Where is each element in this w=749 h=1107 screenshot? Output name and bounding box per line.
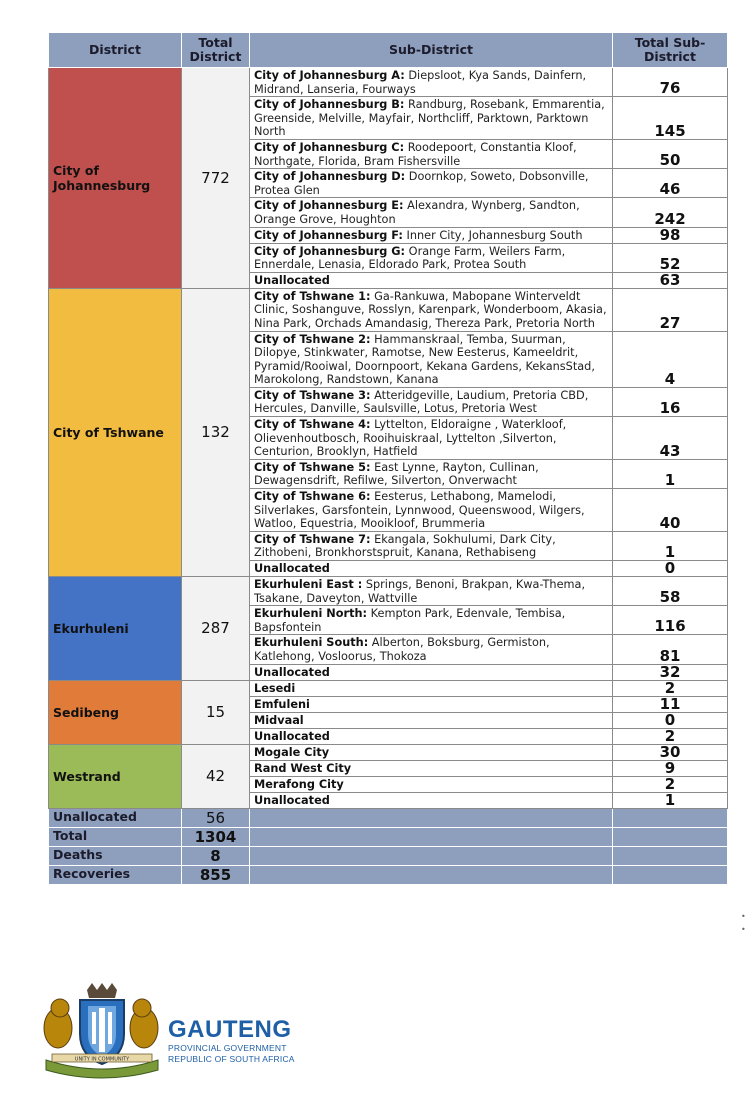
sub-district-areas: Roodepoort, Constantia Kloof, Northgate, Florida, Bram Fishersville (254, 140, 577, 168)
sub-district-cell (250, 68, 613, 97)
sub-district-cell (250, 696, 613, 712)
table-row (49, 680, 728, 696)
table-row (49, 577, 728, 606)
sub-district-cell (250, 776, 613, 792)
sub-district-title: City of Tshwane 2: (254, 332, 371, 346)
sub-district-title: City of Johannesburg B: (254, 98, 405, 112)
sub-district-areas: Orange Farm, Weilers Farm, Ennerdale, Lenasia, Eldorado Park, Protea South (254, 244, 566, 272)
sub-district-title: City of Johannesburg D: (254, 170, 406, 184)
sub-district-total-cell: 46 (613, 169, 728, 198)
sub-district-title: Ekurhuleni South: (254, 636, 369, 650)
sub-district-cell (250, 561, 613, 577)
sub-district-total-cell: 2 (613, 680, 728, 696)
sub-district-cell (250, 227, 613, 243)
sub-district-total-cell: 40 (613, 489, 728, 532)
sub-district-total-cell: 50 (613, 139, 728, 168)
sub-district-areas: Inner City, Johannesburg South (402, 228, 583, 242)
sub-district-areas: Diepsloot, Kya Sands, Dainfern, Midrand, Lanseria, Fourways (254, 69, 587, 96)
sub-district-total-cell: 116 (613, 606, 728, 635)
summary-empty-cell (250, 865, 613, 884)
covid-case-table-container (48, 32, 727, 885)
sub-district-title: City of Johannesburg C: (254, 140, 405, 154)
sub-district-total-cell: 58 (613, 577, 728, 606)
sub-district-total-cell: 27 (613, 288, 728, 331)
sub-district-title: Unallocated (254, 665, 330, 679)
sub-district-total-cell: 76 (613, 68, 728, 97)
summary-empty-cell (250, 827, 613, 846)
summary-empty-cell (250, 846, 613, 865)
district-total-cell: 287 (182, 577, 250, 681)
sub-district-title: City of Johannesburg A: (254, 69, 405, 82)
sub-district-total-cell: 32 (613, 664, 728, 680)
sub-district-areas: Atteridgeville, Laudium, Pretoria CBD, Hercules, Danville, Saulsville, Lotus, Pretoria West (254, 388, 589, 416)
sub-district-title: Merafong City (254, 777, 344, 791)
sub-district-areas: Springs, Benoni, Brakpan, Kwa-Thema, Tsakane, Daveyton, Wattville (254, 578, 586, 605)
sub-district-areas: Randburg, Rosebank, Emmarentia, Greenside, Melville, Mayfair, Northcliff, Parktown, Parktown North (254, 98, 605, 139)
table-row (49, 68, 728, 97)
sub-district-title: City of Tshwane 4: (254, 418, 371, 432)
sub-district-cell (250, 712, 613, 728)
sub-district-cell (250, 728, 613, 744)
sub-district-title: Unallocated (254, 273, 330, 287)
header-total-sub-district: Total Sub-District (613, 33, 728, 68)
summary-value: 1304 (182, 827, 250, 846)
sub-district-total-cell: 11 (613, 696, 728, 712)
sub-district-total-cell: 1 (613, 531, 728, 560)
district-total-cell: 772 (182, 68, 250, 289)
table-body (49, 68, 728, 885)
sub-district-cell (250, 169, 613, 198)
sub-district-total-cell: 43 (613, 417, 728, 460)
sub-district-areas: Ekangala, Sokhulumi, Dark City, Zithobeni, Bronkhorstspruit, Kanana, Rethabiseng (254, 532, 556, 560)
table-row (49, 288, 728, 331)
covid-case-table (48, 32, 728, 885)
summary-row (49, 808, 728, 827)
sub-district-total-cell: 0 (613, 712, 728, 728)
sub-district-total-cell: 1 (613, 459, 728, 488)
sub-district-title: City of Johannesburg E: (254, 199, 404, 213)
summary-label: Unallocated (49, 808, 182, 827)
sub-district-total-cell: 9 (613, 760, 728, 776)
summary-empty-cell (613, 865, 728, 884)
sub-district-cell (250, 577, 613, 606)
summary-empty-cell (250, 808, 613, 827)
sub-district-cell (250, 387, 613, 416)
district-total-cell: 15 (182, 680, 250, 744)
sub-district-total-cell: 63 (613, 272, 728, 288)
sub-district-cell (250, 139, 613, 168)
sub-district-total-cell: 30 (613, 744, 728, 760)
summary-row (49, 827, 728, 846)
sub-district-cell (250, 635, 613, 664)
brand-name: GAUTENG (168, 1016, 292, 1043)
sub-district-cell (250, 97, 613, 140)
sub-district-cell (250, 744, 613, 760)
sub-district-title: City of Tshwane 7: (254, 532, 371, 546)
sub-district-cell (250, 760, 613, 776)
header-district: District (49, 33, 182, 68)
district-name-cell: City of Tshwane (49, 288, 182, 576)
sub-district-title: Ekurhuleni North: (254, 607, 368, 621)
sub-district-title: Ekurhuleni East : (254, 578, 363, 591)
sub-district-cell (250, 489, 613, 532)
summary-value: 855 (182, 865, 250, 884)
sub-district-cell (250, 288, 613, 331)
sub-district-total-cell: 2 (613, 728, 728, 744)
sub-district-cell (250, 664, 613, 680)
sub-district-cell (250, 331, 613, 387)
sub-district-title: Unallocated (254, 562, 330, 575)
sub-district-title: Unallocated (254, 793, 330, 807)
sub-district-title: City of Johannesburg F: (254, 228, 403, 242)
sub-district-cell (250, 459, 613, 488)
sub-district-cell (250, 417, 613, 460)
district-total-cell: 42 (182, 744, 250, 808)
summary-label: Total (49, 827, 182, 846)
logo-motto: UNITY IN COMMUNITY (74, 1056, 130, 1063)
sub-district-total-cell: 52 (613, 243, 728, 272)
sub-district-total-cell: 16 (613, 387, 728, 416)
sub-district-total-cell: 145 (613, 97, 728, 140)
brand-line-1: PROVINCIAL GOVERNMENT (168, 1043, 287, 1053)
sub-district-areas: Doornkop, Soweto, Dobsonville, Protea Glen (254, 170, 589, 197)
sub-district-areas: Lyttelton, Eldoraigne , Waterkloof, Olievenhoutbosch, Rooihuiskraal, Lyttelton ,Silverton, Centurion, Brooklyn, Hatfield (254, 418, 567, 459)
sub-district-total-cell: 2 (613, 776, 728, 792)
summary-row (49, 865, 728, 884)
sub-district-cell (250, 243, 613, 272)
sub-district-areas: Ga-Rankuwa, Mabopane Winterveldt Clinic, Soshanguve, Rosslyn, Karenpark, Wonderboom, Akasia, Nina Park, Orchads Amandasig, Thereza Park, Pretoria North (254, 289, 607, 330)
district-name-cell: Ekurhuleni (49, 577, 182, 681)
edge-mark: • (741, 925, 746, 934)
sub-district-total-cell: 1 (613, 792, 728, 808)
sub-district-title: Emfuleni (254, 697, 310, 711)
sub-district-areas: Alberton, Boksburg, Germiston, Katlehong, Vosloorus, Thokoza (254, 636, 550, 663)
sub-district-title: Mogale City (254, 745, 330, 759)
summary-empty-cell (613, 808, 728, 827)
summary-row (49, 846, 728, 865)
sub-district-areas: Kempton Park, Edenvale, Tembisa, Bapsfontein (254, 607, 566, 634)
sub-district-total-cell: 0 (613, 561, 728, 577)
summary-empty-cell (613, 827, 728, 846)
summary-empty-cell (613, 846, 728, 865)
sub-district-areas: East Lynne, Rayton, Cullinan, Dewagensdrift, Refilwe, Silverton, Onverwacht (254, 460, 539, 488)
sub-district-cell (250, 680, 613, 696)
sub-district-title: Lesedi (254, 681, 296, 695)
sub-district-cell (250, 606, 613, 635)
sub-district-title: Unallocated (254, 729, 330, 743)
sub-district-title: City of Tshwane 6: (254, 490, 371, 504)
sub-district-total-cell: 4 (613, 331, 728, 387)
sub-district-title: City of Tshwane 5: (254, 460, 371, 474)
summary-value: 56 (182, 808, 250, 827)
summary-value: 8 (182, 846, 250, 865)
sub-district-total-cell: 81 (613, 635, 728, 664)
summary-label: Recoveries (49, 865, 182, 884)
sub-district-areas: Eesterus, Lethabong, Mamelodi, Silverlakes, Garsfontein, Lynnwood, Queenswood, Wilgers, Watloo, Equestria, Mooikloof, Brummeria (254, 490, 585, 531)
sub-district-cell (250, 792, 613, 808)
summary-label: Deaths (49, 846, 182, 865)
district-total-cell: 132 (182, 288, 250, 576)
district-name-cell: Westrand (49, 744, 182, 808)
brand-line-2: REPUBLIC OF SOUTH AFRICA (168, 1054, 295, 1064)
sub-district-areas: Alexandra, Wynberg, Sandton, Orange Grove, Houghton (254, 199, 580, 226)
header-sub-district: Sub-District (250, 33, 613, 68)
sub-district-total-cell: 242 (613, 198, 728, 227)
sub-district-areas: Hammanskraal, Temba, Suurman, Dilopye, Stinkwater, Ramotse, New Eesterus, Kameeldrit, Pyramid/Rooiwal, Doornpoort, Kekana Gardens, KekansStad, Marokolong, Randstown, Kanana (254, 332, 595, 387)
sub-district-title: City of Johannesburg G: (254, 244, 406, 258)
sub-district-cell (250, 198, 613, 227)
sub-district-title: City of Tshwane 1: (254, 289, 371, 303)
edge-mark: • (741, 912, 746, 921)
sub-district-title: Rand West City (254, 761, 352, 775)
sub-district-title: Midvaal (254, 713, 304, 727)
district-name-cell: City of Johannesburg (49, 68, 182, 289)
sub-district-title: City of Tshwane 3: (254, 388, 371, 402)
sub-district-cell (250, 272, 613, 288)
table-header-row (49, 33, 728, 68)
table-row (49, 744, 728, 760)
district-name-cell: Sedibeng (49, 680, 182, 744)
sub-district-total-cell: 98 (613, 227, 728, 243)
sub-district-cell (250, 531, 613, 560)
header-total-district: Total District (182, 33, 250, 68)
